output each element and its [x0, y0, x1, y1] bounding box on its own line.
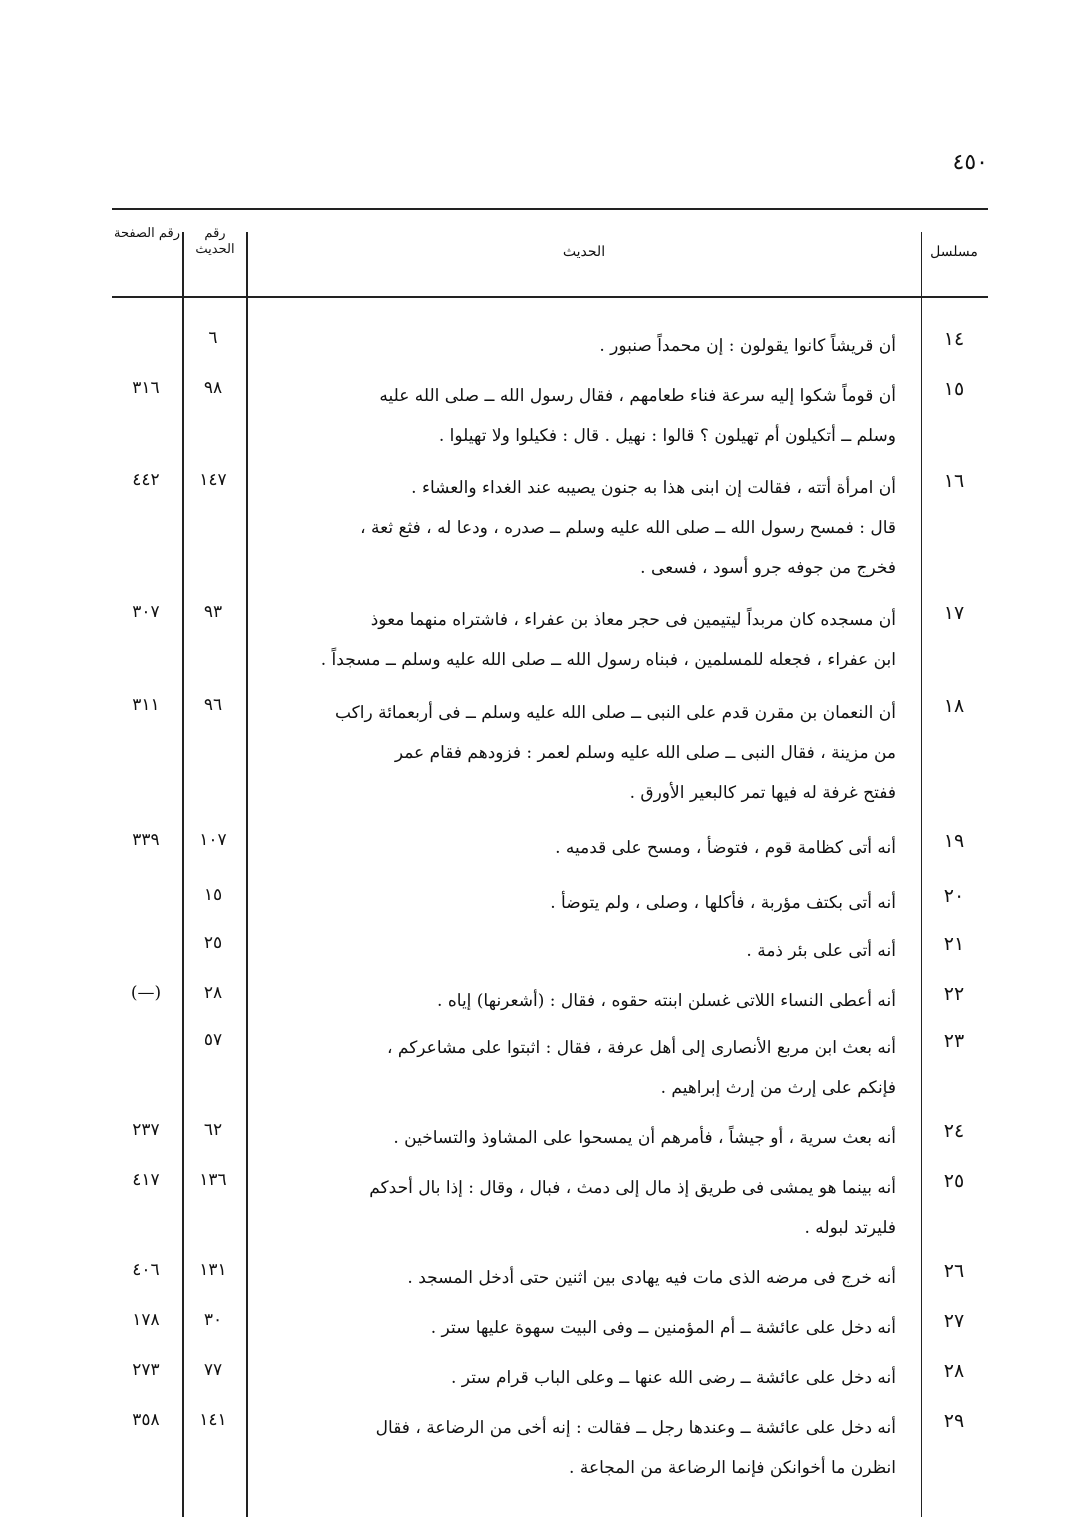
row-hadith-number: ٥٧ [203, 1030, 223, 1050]
row-page-number: ٢٧٣ [132, 1360, 160, 1380]
hadith-text-line: فخرج من جوفه جرو أسود ، فسعى . [640, 558, 896, 578]
row-serial: ١٤ [943, 328, 965, 350]
row-hadith-text [266, 931, 896, 971]
row-page-number: ٣٣٩ [132, 830, 160, 850]
header-hadith: الحديث [562, 244, 606, 260]
row-hadith-text [266, 828, 896, 868]
row-hadith-number: ١٤٧ [199, 470, 227, 490]
hadith-text-line: أنه بينما هو يمشى فى طريق إذ مال إلى دمث ، فبال ، وقال : إذا بال أحدكم [369, 1178, 896, 1198]
hadith-text-line: ابن عفراء ، فجعله للمسلمين ، فبناه رسول الله ــ صلى الله عليه وسلم ــ مسجداً . [320, 650, 896, 670]
table-row [112, 931, 988, 971]
row-hadith-text [266, 1258, 896, 1298]
row-hadith-text [266, 693, 896, 813]
hadith-text-line: أن قوماً شكوا إليه سرعة فناء طعامهم ، فقال رسول الله ــ صلى الله عليه [379, 386, 896, 406]
row-hadith-number: ٢٨ [203, 983, 223, 1003]
row-hadith-text [266, 376, 896, 456]
table-row [112, 1168, 988, 1248]
table-row [112, 600, 988, 680]
hadith-text-line: أن مسجده كان مربداً ليتيمين فى حجر معاذ بن عفراء ، فاشتراه منهما معوذ [370, 610, 896, 630]
hadith-text-line: أنه بعث ابن مربع الأنصارى إلى أهل عرفة ، فقال : اثبتوا على مشاعركم ، [387, 1038, 896, 1058]
row-serial: ١٩ [943, 830, 965, 852]
table-row [112, 376, 988, 456]
header-page-number: رقم الصفحة [113, 226, 181, 241]
row-page-number: ٢٣٧ [132, 1120, 160, 1140]
row-serial: ٢٤ [943, 1120, 965, 1142]
header-serial: مسلسل [930, 244, 978, 260]
row-page-number: ٣٥٨ [132, 1410, 160, 1430]
row-serial: ٢٨ [943, 1360, 965, 1382]
hadith-text-line: وسلم ــ أتكيلون أم تهيلون ؟ قالوا : نهيل . قال : فكيلوا ولا تهيلوا . [438, 426, 896, 446]
row-serial: ٢٧ [943, 1310, 965, 1332]
row-page-number: ١٧٨ [132, 1310, 160, 1330]
table-row [112, 1408, 988, 1488]
row-hadith-text [266, 1118, 896, 1158]
row-serial: ٢٦ [943, 1260, 965, 1282]
table-row [112, 1308, 988, 1348]
row-page-number: ٣٠٧ [132, 602, 160, 622]
row-hadith-number: ١٥ [203, 885, 223, 905]
hadith-text-line: أنه بعث سرية ، أو جيشاً ، فأمرهم أن يمسحوا على المشاوذ والتساخين . [393, 1128, 896, 1148]
row-hadith-text [266, 326, 896, 366]
row-serial: ١٦ [943, 470, 965, 492]
row-page-number: ٣١٦ [132, 378, 160, 398]
row-serial: ٢٣ [943, 1030, 965, 1052]
table-row [112, 1028, 988, 1108]
table-row [112, 693, 988, 813]
row-hadith-text [266, 1028, 896, 1108]
header-hadith-number: رقم الحديث [195, 226, 235, 257]
table-row [112, 326, 988, 366]
row-hadith-number: ٩٨ [203, 378, 223, 398]
hadith-text-line: فليرتد لبوله . [804, 1218, 896, 1238]
table-row [112, 468, 988, 588]
row-hadith-text [266, 600, 896, 680]
top-rule [112, 208, 988, 210]
table-row [112, 1118, 988, 1158]
row-hadith-number: ١٤١ [199, 1410, 227, 1430]
hadith-text-line: أن النعمان بن مقرن قدم على النبى ــ صلى الله عليه وسلم ــ فى أربعمائة راكب [334, 703, 896, 723]
hadith-text-line: أن قريشاً كانوا يقولون : إن محمداً صنبور . [599, 336, 896, 356]
row-hadith-number: ٢٥ [203, 933, 223, 953]
row-serial: ٢٢ [943, 983, 965, 1005]
row-hadith-number: ٣٠ [203, 1310, 223, 1330]
hadith-text-line: ففتح غرفة له فيها تمر كالبعير الأورق . [629, 783, 896, 803]
hadith-text-line: من مزينة ، فقال النبى ــ صلى الله عليه وسلم لعمر : فزودهم فقام عمر [394, 743, 896, 763]
page-number: ٤٥٠ [952, 150, 988, 175]
hadith-text-line: أنه أتى على بئر ذمة . [746, 941, 896, 961]
table-row [112, 1358, 988, 1398]
row-page-number: ٤١٧ [132, 1170, 160, 1190]
row-page-number: ٣١١ [132, 695, 160, 715]
row-page-number: ٤٠٦ [132, 1260, 160, 1280]
row-hadith-number: ١٣١ [199, 1260, 227, 1280]
row-hadith-text [266, 981, 896, 1021]
row-hadith-text [266, 1358, 896, 1398]
row-hadith-number: ٦ [208, 328, 218, 348]
row-hadith-text [266, 883, 896, 923]
row-hadith-number: ٩٣ [203, 602, 223, 622]
row-serial: ١٥ [943, 378, 965, 400]
header-rule [112, 296, 988, 298]
hadith-text-line: أنه دخل على عائشة ــ رضى الله عنها ــ وعلى الباب قرام ستر . [451, 1368, 896, 1388]
row-page-number: (—) [130, 983, 162, 1003]
hadith-text-line: انظرن ما أخوانكن فإنما الرضاعة من المجاعة . [569, 1458, 896, 1478]
table-row [112, 828, 988, 868]
hadith-text-line: أنه أتى بكتف مؤربة ، فأكلها ، وصلى ، ولم يتوضأ . [550, 893, 896, 913]
table-row [112, 981, 988, 1021]
row-serial: ١٧ [943, 602, 965, 624]
hadith-text-line: أنه دخل على عائشة ــ أم المؤمنين ــ وفى البيت سهوة عليها ستر . [430, 1318, 896, 1338]
hadith-text-line: أنه أتى كظامة قوم ، فتوضأ ، ومسح على قدميه . [555, 838, 896, 858]
row-hadith-text [266, 468, 896, 588]
row-serial: ٢٥ [943, 1170, 965, 1192]
row-serial: ٢٩ [943, 1410, 965, 1432]
row-serial: ٢١ [943, 933, 965, 955]
table-row [112, 1258, 988, 1298]
row-hadith-number: ٦٢ [203, 1120, 223, 1140]
row-serial: ٢٠ [943, 885, 965, 907]
row-hadith-text [266, 1308, 896, 1348]
hadith-text-line: أنه أعطى النساء اللاتى غسلن ابنته حقوه ، فقال : (أشعرنها) إياه . [437, 991, 896, 1011]
hadith-text-line: فإنكم على إرث من إرث إبراهيم . [660, 1078, 896, 1098]
hadith-text-line: قال : فمسح رسول الله ــ صلى الله عليه وسلم ــ صدره ، ودعا له ، فثع ثعة ، [360, 518, 896, 538]
hadith-text-line: أن امرأة أتته ، فقالت إن ابنى هذا به جنون يصيبه عند الغداء والعشاء . [411, 478, 896, 498]
table-row [112, 883, 988, 923]
row-hadith-text [266, 1408, 896, 1488]
hadith-text-line: أنه خرج فى مرضه الذى مات فيه يهادى بين اثنين حتى أدخل المسجد . [407, 1268, 896, 1288]
row-hadith-text [266, 1168, 896, 1248]
row-hadith-number: ١٣٦ [199, 1170, 227, 1190]
hadith-text-line: أنه دخل على عائشة ــ وعندها رجل ــ فقالت : إنه أخى من الرضاعة ، فقال [375, 1418, 896, 1438]
row-page-number: ٤٤٢ [132, 470, 160, 490]
row-hadith-number: ٧٧ [203, 1360, 223, 1380]
row-hadith-number: ٩٦ [203, 695, 223, 715]
row-hadith-number: ١٠٧ [199, 830, 227, 850]
row-serial: ١٨ [943, 695, 965, 717]
